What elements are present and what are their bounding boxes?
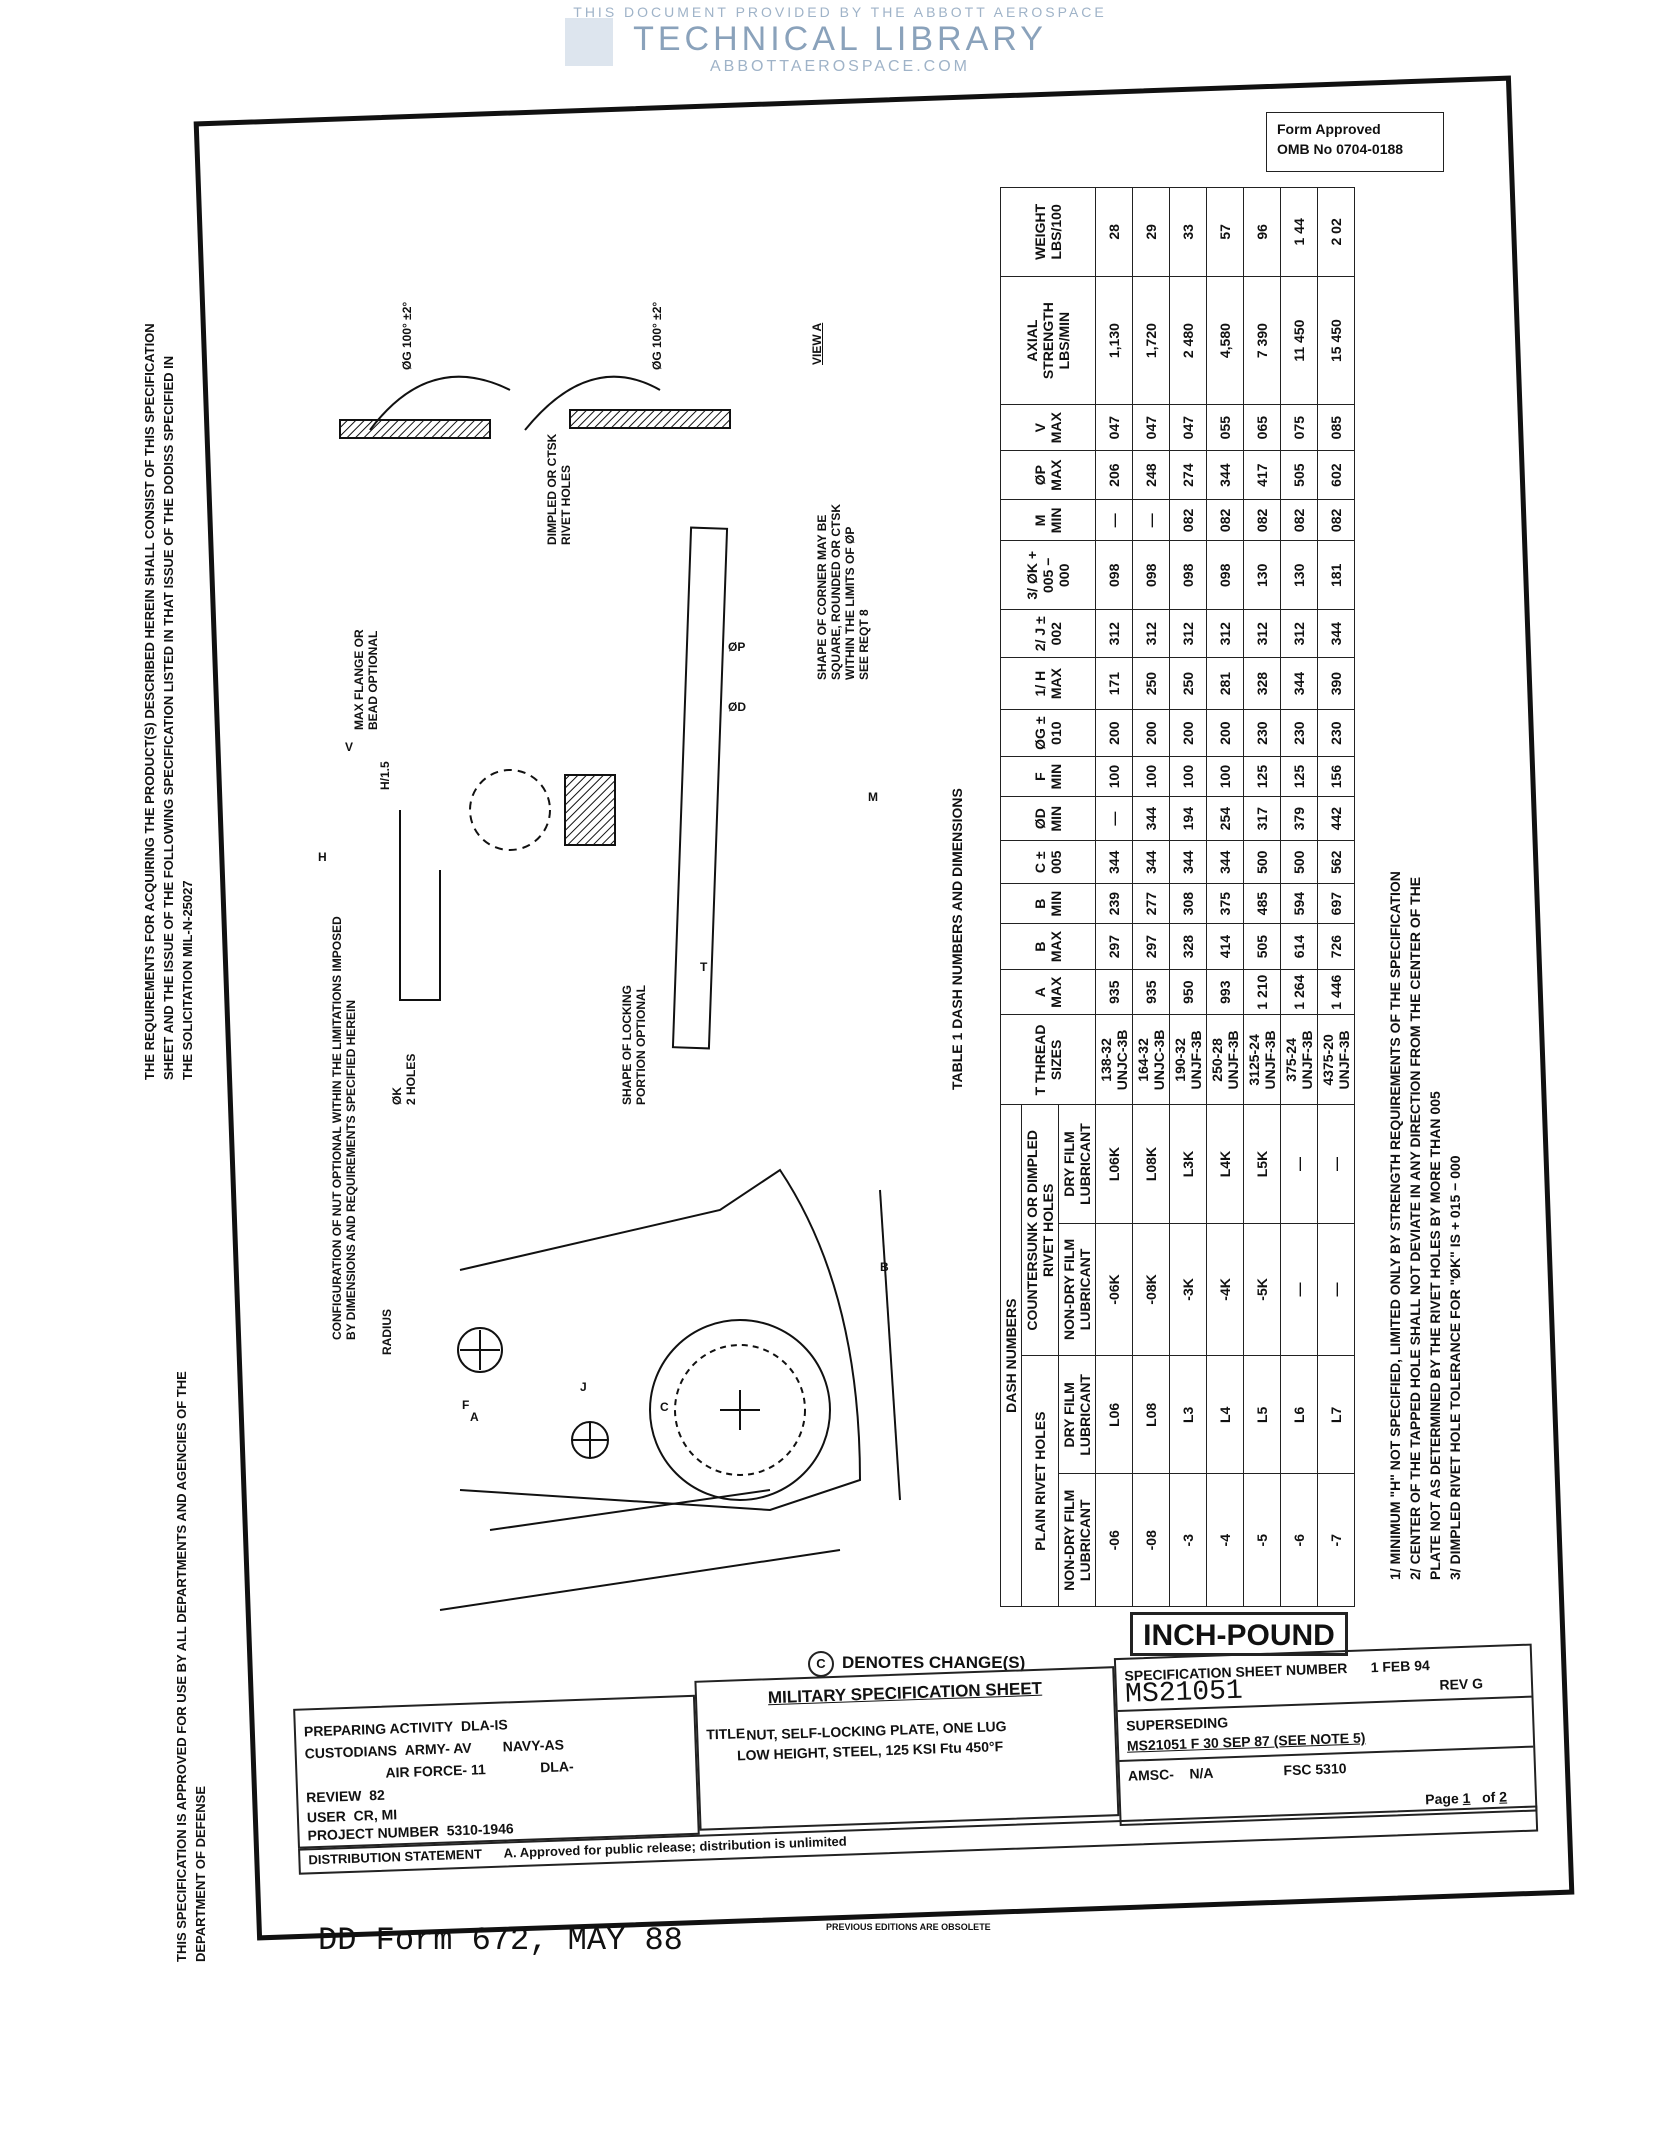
table-cell: L5 [1244,1356,1281,1474]
superseding-value: MS21051 F 30 SEP 87 (SEE NOTE 5) [1126,1729,1366,1754]
table-cell: 500 [1281,841,1318,884]
table-cell: 57 [1207,188,1244,277]
table-cell: 156 [1318,757,1355,797]
corner-shape-note [815,504,871,680]
table-cell: 125 [1281,757,1318,797]
dim-c: C [660,1400,669,1414]
max-flange-line-2: BEAD OPTIONAL [366,630,380,730]
table-cell: 1,720 [1133,276,1170,405]
custodian-air-force: AIR FORCE- 11 [385,1761,486,1781]
dash-number-table [1000,187,1355,1607]
project-number-label: PROJECT NUMBER [307,1822,440,1844]
table-cell: 297 [1096,924,1133,970]
requirements-line-3: THE SOLICITATION MIL-N-25027 [180,880,195,1080]
table-cell: 281 [1207,658,1244,710]
table-cell: 96 [1244,188,1281,277]
page-total: 2 [1498,1788,1508,1805]
table-cell: 171 [1096,658,1133,710]
custodian-army: ARMY- AV [404,1739,472,1758]
superseding-label: SUPERSEDING [1118,1696,1533,1736]
table-cell: 200 [1170,710,1207,757]
dim-v: V [345,740,354,754]
table-cell: 254 [1207,796,1244,841]
col-thread: T THREAD SIZES [1001,1015,1096,1105]
requirements-note [140,323,197,1080]
table-cell: 082 [1318,500,1355,541]
table-cell: 344 [1096,841,1133,884]
denotes-change-label: DENOTES CHANGE(S) [842,1653,1026,1672]
table-cell: — [1096,500,1133,541]
table-cell: 098 [1207,541,1244,610]
table-cell: -3K [1170,1223,1207,1356]
col-f-min: F MIN [1001,757,1096,797]
custodians-label: CUSTODIANS [304,1742,398,1762]
table-cell: 274 [1170,450,1207,500]
spec-table-body [1096,188,1355,1607]
user-label: USER [306,1808,347,1826]
table-cell: 390 [1318,658,1355,710]
dim-d: ØD [728,700,746,714]
dim-b: B [880,1260,889,1274]
table-cell: L5K [1244,1105,1281,1223]
col-c: C ± 005 [1001,841,1096,884]
table-cell: 1 264 [1281,969,1318,1014]
table-cell: -4 [1207,1474,1244,1607]
watermark-title: TECHNICAL LIBRARY [633,20,1047,58]
table-cell: L4K [1207,1105,1244,1223]
dim-m: M [868,790,878,804]
table-cell: 505 [1244,924,1281,970]
table-cell: L3K [1170,1105,1207,1223]
dim-p: ØP [728,640,746,654]
table-cell: 317 [1244,796,1281,841]
table-cell: 312 [1170,610,1207,658]
table-cell: 1 446 [1318,969,1355,1014]
table-cell: L4 [1207,1356,1244,1474]
col-g: ØG ± 010 [1001,710,1096,757]
dimpled-line-2: RIVET HOLES [559,464,573,545]
spec-number: MS21051 [1124,1675,1244,1711]
table-cell: 697 [1318,884,1355,924]
approval-line-1: THIS SPECIFICATION IS APPROVED FOR USE BY ALL DEPARTMENTS AND AGENCIES OF THE [174,1371,189,1962]
table-cell: -6 [1281,1474,1318,1607]
table-cell: 047 [1133,405,1170,450]
locking-view-circle [470,770,550,850]
table-cell: — [1281,1105,1318,1223]
table-cell: 200 [1133,710,1170,757]
footnotes [1385,871,1465,1580]
col-p-max: ØP MAX [1001,450,1096,500]
table-cell: 1 210 [1244,969,1281,1014]
table-cell: 085 [1318,405,1355,450]
table-cell: -5K [1244,1223,1281,1356]
table-cell: 485 [1244,884,1281,924]
table-cell: 29 [1133,188,1170,277]
spec-date: 1 FEB 94 [1370,1657,1431,1676]
dim-h: H [318,850,327,864]
distribution-label: DISTRIBUTION STATEMENT [308,1846,483,1868]
table-cell: 100 [1096,757,1133,797]
table-cell: 3125-24 UNJF-3B [1244,1015,1281,1105]
corner-note-line-2: SQUARE, ROUNDED OR CTSK [829,503,843,680]
change-symbol-icon: C [808,1651,834,1677]
col-j: 2/ J ± 002 [1001,610,1096,658]
review-label: REVIEW [305,1787,362,1806]
approval-line-2: DEPARTMENT OF DEFENSE [193,1786,208,1962]
table-cell: 614 [1281,924,1318,970]
table-cell: 130 [1244,541,1281,610]
review-value: 82 [368,1786,386,1804]
note-3: 3/ DIMPLED RIVET HOLE TOLERANCE FOR "ØK" IS + 015 − 000 [1447,1155,1463,1580]
k-diameter: ØK [390,1087,404,1105]
table-cell: 993 [1207,969,1244,1014]
table-cell: 417 [1244,450,1281,500]
custodians-panel [293,1695,700,1849]
table-cell: 230 [1281,710,1318,757]
table-row [1244,188,1281,1607]
table-cell: 277 [1133,884,1170,924]
dim-j: J [580,1380,587,1394]
form-approved-label: Form Approved [1277,121,1381,137]
col-d-min: ØD MIN [1001,796,1096,841]
table-cell: 082 [1244,500,1281,541]
table-cell: 200 [1207,710,1244,757]
inch-pound-badge: INCH-POUND [1130,1612,1348,1656]
table-row [1133,188,1170,1607]
table-cell: 098 [1170,541,1207,610]
csk-rivet-header: COUNTERSUNK OR DIMPLED RIVET HOLES [1022,1105,1059,1356]
table-cell: 312 [1244,610,1281,658]
table-cell: 344 [1318,610,1355,658]
table-cell: 312 [1133,610,1170,658]
table-cell: L6 [1281,1356,1318,1474]
configuration-note [330,916,358,1340]
k-holes-count: 2 HOLES [404,1053,418,1105]
table-cell: — [1096,796,1133,841]
table-cell: 250 [1133,658,1170,710]
section-hatch [565,775,615,845]
table-cell: 442 [1318,796,1355,841]
table-cell: 250-28 UNJF-3B [1207,1015,1244,1105]
dash-numbers-header: DASH NUMBERS [1001,1105,1022,1607]
table-cell: L3 [1170,1356,1207,1474]
col-axial-strength: AXIAL STRENGTH LBS/MIN [1001,276,1096,405]
amsc-value: N/A [1189,1764,1214,1782]
spec-number-label: SPECIFICATION SHEET NUMBER [1124,1660,1348,1684]
table-cell: 125 [1244,757,1281,797]
angle-label-2: ØG 100° ±2° [650,301,664,370]
angle-label-1: ØG 100° ±2° [400,301,414,370]
note-1: 1/ MINIMUM "H" NOT SPECIFIED, LIMITED ONLY BY STRENGTH REQUIREMENTS OF THE SPECIFICATION [1387,871,1403,1580]
table-cell: L06K [1096,1105,1133,1223]
table-cell: 200 [1096,710,1133,757]
table-cell: L06 [1096,1356,1133,1474]
form-approved-box [1266,112,1444,172]
table-cell: 7 390 [1244,276,1281,405]
col-v-max: V MAX [1001,405,1096,450]
table-row [1318,188,1355,1607]
table-cell: 328 [1244,658,1281,710]
dim-a: A [470,1410,479,1424]
table-cell: L08 [1133,1356,1170,1474]
col-m-min: M MIN [1001,500,1096,541]
locking-shape-line-1: SHAPE OF LOCKING [620,984,634,1105]
dim-t: T [700,960,708,974]
dimpled-line-1: DIMPLED OR CTSK [545,433,559,545]
title-block [292,1643,1547,1916]
table-cell: 312 [1281,610,1318,658]
dd-form-label: DD Form 672, MAY 88 [318,1922,683,1959]
col-csk-nondry: NON-DRY FILM LUBRICANT [1059,1223,1096,1356]
preparing-activity: DLA-IS [460,1716,508,1734]
corner-note-line-4: SEE REQT 8 [857,609,871,680]
table-cell: 181 [1318,541,1355,610]
k-holes-label [390,1054,418,1105]
sheet-type: MILITARY SPECIFICATION SHEET [767,1678,1043,1708]
col-h-max: 1/ H MAX [1001,658,1096,710]
max-flange-label [352,629,380,730]
table-title: TABLE 1 DASH NUMBERS AND DIMENSIONS [949,788,965,1090]
table-cell: 562 [1318,841,1355,884]
table-cell: 344 [1133,796,1170,841]
table-row [1207,188,1244,1607]
table-cell: -06 [1096,1474,1133,1607]
table-cell: 328 [1170,924,1207,970]
col-k: 3/ ØK + 005 − 000 [1001,541,1096,610]
table-cell: 100 [1133,757,1170,797]
table-cell: 082 [1207,500,1244,541]
table-cell: 194 [1170,796,1207,841]
omb-number: OMB No 0704-0188 [1277,141,1404,157]
table-cell: 935 [1096,969,1133,1014]
dimpled-section-1 [340,420,490,438]
table-cell: 1 44 [1281,188,1318,277]
amsc-label: AMSC- [1127,1766,1175,1784]
table-cell: — [1318,1105,1355,1223]
table-cell: 950 [1170,969,1207,1014]
table-cell: 4,580 [1207,276,1244,405]
watermark-line-1: THIS DOCUMENT PROVIDED BY THE ABBOTT AEROSPACE [573,4,1107,20]
table-cell: L7 [1318,1356,1355,1474]
col-b-max: B MAX [1001,924,1096,970]
table-cell: 594 [1281,884,1318,924]
corner-note-line-3: WITHIN THE LIMITS OF ØP [843,526,857,680]
table-cell: -7 [1318,1474,1355,1607]
table-cell: 344 [1207,450,1244,500]
col-b-min: B MIN [1001,884,1096,924]
table-cell: 344 [1170,841,1207,884]
table-cell: -08K [1133,1223,1170,1356]
table-cell: 375 [1207,884,1244,924]
custodian-dla: DLA- [539,1758,574,1776]
table-cell: 344 [1133,841,1170,884]
requirements-line-1: THE REQUIREMENTS FOR ACQUIRING THE PRODUCT(S) DESCRIBED HEREIN SHALL CONSIST OF THIS SPECIFICATION [142,323,157,1080]
table-cell: 206 [1096,450,1133,500]
table-cell: 33 [1170,188,1207,277]
project-number: 5310-1946 [446,1820,514,1839]
table-cell: 130 [1281,541,1318,610]
fsc-value: FSC 5310 [1283,1760,1347,1779]
approval-note [172,1371,210,1962]
col-csk-dry: DRY FILM LUBRICANT [1059,1105,1096,1223]
page-label: Page [1424,1790,1459,1808]
plate-outline [460,1170,860,1510]
table-cell: 047 [1096,405,1133,450]
table-cell: 230 [1244,710,1281,757]
table-cell: 28 [1096,188,1133,277]
dim-f: F [462,1398,470,1412]
table-cell: 344 [1281,658,1318,710]
table-cell: 4375-20 UNJF-3B [1318,1015,1355,1105]
table-cell: 379 [1281,796,1318,841]
table-cell: 248 [1133,450,1170,500]
title-label: TITLE [706,1725,746,1743]
table-cell: 15 450 [1318,276,1355,405]
table-cell: 2 02 [1318,188,1355,277]
user-value: CR, MI [353,1806,398,1824]
table-cell: -06K [1096,1223,1133,1356]
table-cell: 230 [1318,710,1355,757]
table-cell: 055 [1207,405,1244,450]
table-cell: 312 [1096,610,1133,658]
of-label: of [1481,1788,1496,1806]
table-cell: 100 [1170,757,1207,797]
table-cell: 082 [1170,500,1207,541]
table-cell: — [1318,1223,1355,1356]
table-cell: 375-24 UNJF-3B [1281,1015,1318,1105]
spec-table [1000,187,1355,1607]
table-cell: 344 [1207,841,1244,884]
table-cell: 602 [1318,450,1355,500]
table-row [1170,188,1207,1607]
table-cell: 138-32 UNJC-3B [1096,1015,1133,1105]
table-cell: 065 [1244,405,1281,450]
table-cell: 239 [1096,884,1133,924]
table-row [1281,188,1318,1607]
col-a-max: A MAX [1001,969,1096,1014]
revision: REV G [1439,1675,1484,1693]
table-cell: 414 [1207,924,1244,970]
table-cell: -08 [1133,1474,1170,1607]
table-cell: — [1133,500,1170,541]
table-cell: -3 [1170,1474,1207,1607]
locking-shape-line-2: PORTION OPTIONAL [634,985,648,1105]
table-cell: L08K [1133,1105,1170,1223]
table-cell: 047 [1170,405,1207,450]
col-plain-dry: DRY FILM LUBRICANT [1059,1356,1096,1474]
table-cell: -4K [1207,1223,1244,1356]
table-cell: 2 480 [1170,276,1207,405]
nut-plate-drawing [300,170,940,1650]
table-row [1096,188,1133,1607]
col-plain-nondry: NON-DRY FILM LUBRICANT [1059,1474,1096,1607]
max-flange-line-1: MAX FLANGE OR [352,629,366,730]
table-cell: 312 [1207,610,1244,658]
h-ratio-label: H/1.5 [378,761,392,790]
table-cell: 1,130 [1096,276,1133,405]
col-weight: WEIGHT LBS/100 [1001,188,1096,277]
table-cell: 11 450 [1281,276,1318,405]
view-a-label: VIEW A [810,322,824,365]
watermark-url[interactable]: ABBOTTAEROSPACE.COM [710,58,970,75]
preparing-activity-label: PREPARING ACTIVITY [303,1718,454,1740]
table-cell: 082 [1281,500,1318,541]
plain-rivet-header: PLAIN RIVET HOLES [1022,1356,1059,1607]
title-line-1: NUT, SELF-LOCKING PLATE, ONE LUG [746,1717,1007,1744]
configuration-note-line-1: CONFIGURATION OF NUT OPTIONAL WITHIN THE LIMITATIONS IMPOSED [330,916,344,1340]
previous-editions-note: PREVIOUS EDITIONS ARE OBSOLETE [826,1922,991,1932]
table-cell: 505 [1281,450,1318,500]
distribution-statement: A. Approved for public release; distribution is unlimited [503,1833,847,1861]
table-cell: 500 [1244,841,1281,884]
note-2-cont: PLATE NOT AS DETERMINED BY THE RIVET HOLES BY MORE THAN 005 [1427,1091,1443,1580]
corner-note-line-1: SHAPE OF CORNER MAY BE [815,514,829,680]
dimpled-holes-label [545,434,573,545]
table-cell: 308 [1170,884,1207,924]
locking-shape-label [620,985,648,1105]
table-cell: — [1281,1223,1318,1356]
spec-number-panel [1114,1644,1538,1826]
title-line-2: LOW HEIGHT, STEEL, 125 KSI Ftu 450°F [736,1738,1004,1764]
sheet-title-panel [694,1666,1119,1831]
table-cell: 075 [1281,405,1318,450]
dimpled-section-2 [570,410,730,428]
requirements-line-2: SHEET AND THE ISSUE OF THE FOLLOWING SPECIFICATION LISTED IN THAT ISSUE OF THE DODISS SPECIFIED IN [161,355,176,1080]
table-cell: 190-32 UNJF-3B [1170,1015,1207,1105]
radius-label: RADIUS [380,1308,394,1355]
page-number: 1 [1462,1789,1471,1807]
table-cell: 098 [1096,541,1133,610]
table-cell: 935 [1133,969,1170,1014]
side-body [400,810,440,1000]
table-cell: 250 [1170,658,1207,710]
custodian-navy: NAVY-AS [502,1736,565,1755]
note-2: 2/ CENTER OF THE TAPPED HOLE SHALL NOT DEVIATE IN ANY DIRECTION FROM THE CENTER OF THE [1407,876,1423,1580]
table-cell: 297 [1133,924,1170,970]
table-cell: 098 [1133,541,1170,610]
table-cell: 164-32 UNJC-3B [1133,1015,1170,1105]
table-cell: -5 [1244,1474,1281,1607]
table-cell: 726 [1318,924,1355,970]
configuration-note-line-2: BY DIMENSIONS AND REQUIREMENTS SPECIFIED HEREIN [344,999,358,1340]
table-cell: 100 [1207,757,1244,797]
